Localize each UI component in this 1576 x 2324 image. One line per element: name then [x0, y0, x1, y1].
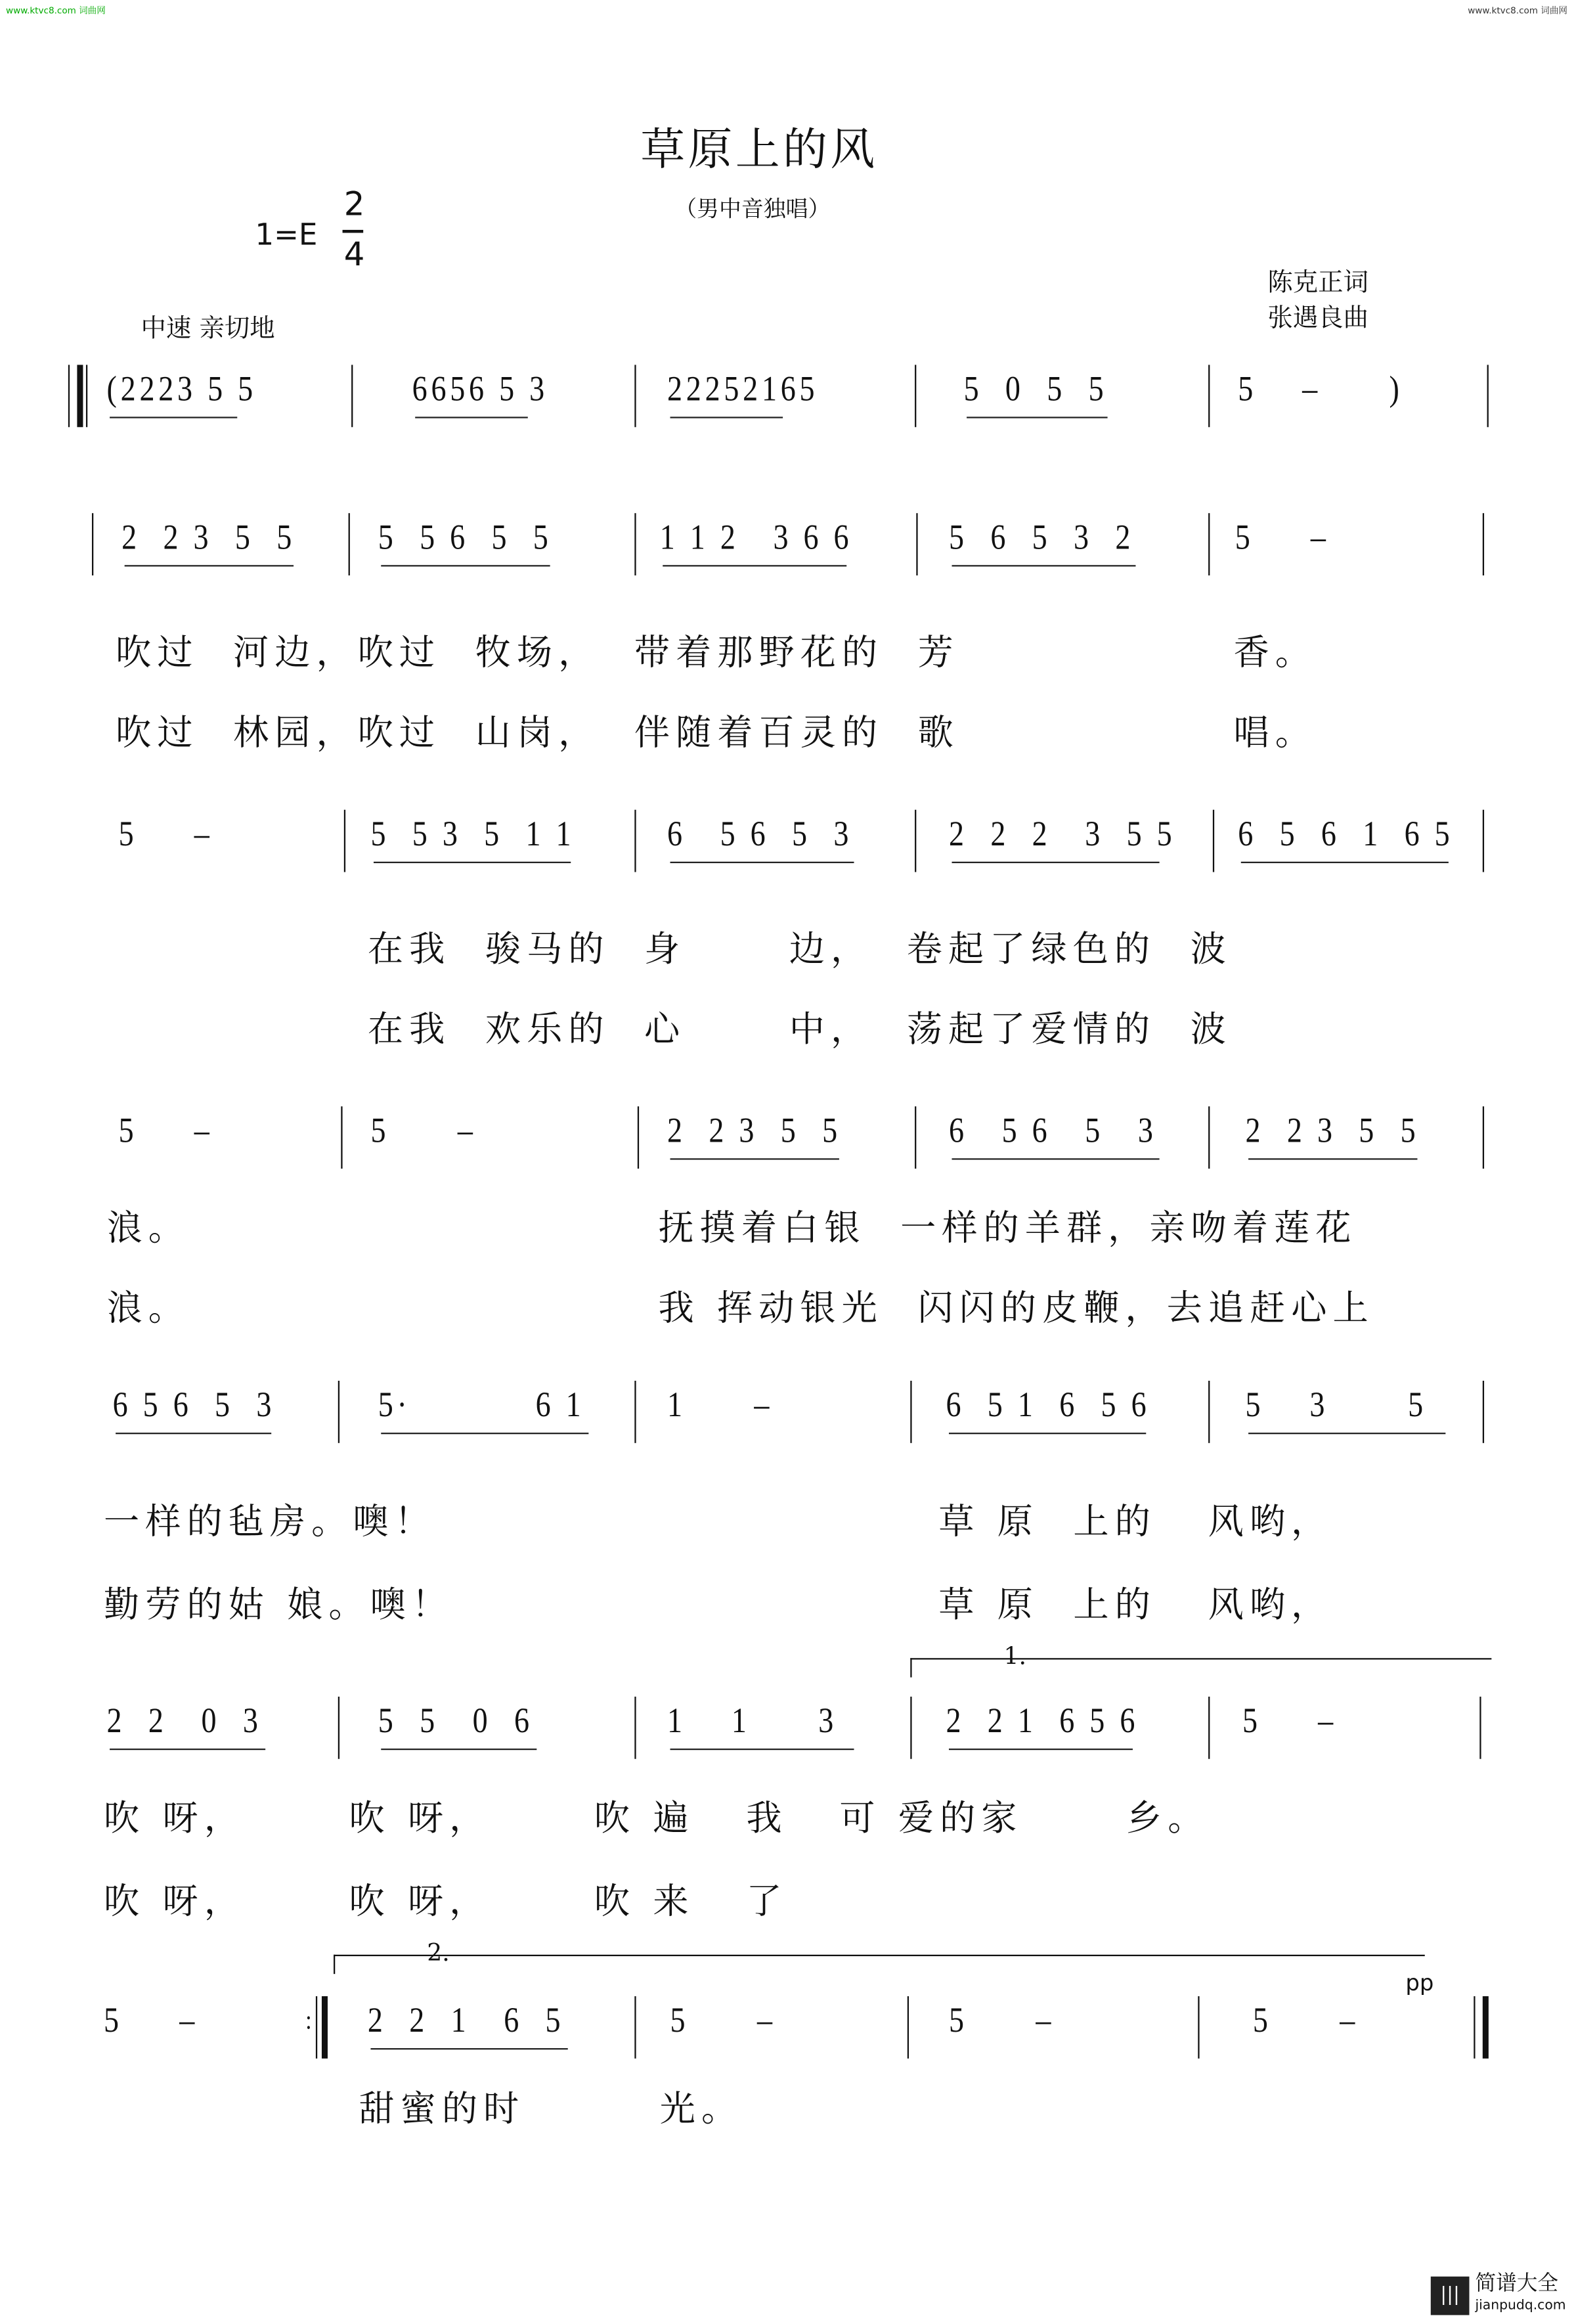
barline	[1208, 1697, 1210, 1759]
beam-underline	[670, 1158, 839, 1160]
measure-notes: 5 –	[104, 2002, 198, 2041]
measure-notes: 5 5 0 6	[378, 1702, 533, 1741]
beam-underline	[670, 862, 854, 864]
barline	[344, 810, 346, 872]
measure-notes: 6 5 6 5 3	[948, 1112, 1157, 1151]
beam-underline	[670, 416, 783, 418]
dynamic-marking: pp	[1405, 1969, 1434, 1996]
beam-underline	[1248, 1158, 1417, 1160]
barline	[915, 1106, 917, 1169]
barline	[634, 810, 636, 872]
beam-underline	[415, 416, 528, 418]
barline	[92, 513, 94, 575]
barline	[1208, 513, 1210, 575]
beam-underline	[952, 862, 1160, 864]
measure-notes: 6656 5 3	[412, 370, 548, 410]
measure-notes: 6 5 1 6 5 6	[946, 1387, 1150, 1425]
barline	[634, 1381, 636, 1443]
measure-notes: (2223 5 5	[106, 370, 257, 410]
lyric-verse-1: 草 原 上的 风哟，	[938, 1500, 1333, 1543]
beam-underline	[1241, 862, 1449, 864]
beam-underline	[663, 565, 846, 567]
barline	[915, 810, 917, 872]
barline	[1483, 1106, 1485, 1169]
key-signature: 1=E	[255, 216, 318, 252]
measure-notes: 6 5 6 5 3	[112, 1387, 276, 1425]
barline	[1208, 1106, 1210, 1169]
barline	[341, 1106, 343, 1169]
measure-notes: 5 6 5 3 2	[948, 519, 1135, 558]
beam-underline	[370, 2048, 567, 2050]
measure-notes: 5 3 5	[1245, 1387, 1427, 1425]
measure-notes: 5 – )	[1238, 370, 1403, 410]
barline-thin	[1474, 1996, 1476, 2059]
repeat-thick	[322, 1996, 328, 2059]
beam-underline	[949, 1433, 1146, 1435]
beam-underline	[381, 1433, 588, 1435]
measure-notes: 22252165	[667, 370, 819, 410]
volta-number: 1.	[1003, 1642, 1026, 1670]
barline-thin	[86, 365, 88, 427]
beam-underline	[374, 862, 571, 864]
barline	[1208, 365, 1210, 427]
barline	[634, 1697, 636, 1759]
repeat-dots: :	[305, 2005, 316, 2035]
song-title: 草原上的风	[640, 124, 878, 177]
measure-notes: 5· 6 1	[378, 1387, 585, 1425]
measure-notes: 2 2 0 3	[106, 1702, 262, 1741]
logo-name: 简谱大全	[1475, 2271, 1558, 2296]
time-signature-top: 2	[343, 187, 365, 224]
lyric-verse-1: 香。	[1233, 631, 1317, 674]
barline	[1198, 1996, 1200, 2059]
measure-notes: 5 –	[1252, 2002, 1359, 2041]
barline	[1483, 1381, 1485, 1443]
beam-underline	[110, 1749, 265, 1751]
measure-notes: 5 –	[1242, 1702, 1337, 1741]
beam-underline	[110, 416, 236, 418]
piano-keys-icon: |||	[1431, 2277, 1470, 2315]
lyric-verse-2: 唱。	[1233, 711, 1317, 753]
lyric-verse-1: 吹 呀， 吹 呀， 吹 遍 我 可 爱的家 乡。	[104, 1797, 1210, 1839]
beam-underline	[116, 1433, 271, 1435]
barline	[638, 1106, 640, 1169]
watermark-top-right: www.ktvc8.com 词曲网	[1468, 6, 1567, 16]
measure-notes: 2 2 3 5 5	[1245, 1112, 1420, 1151]
lyric-verse-2: 在我 欢乐的 心 中， 荡起了爱情的 波	[367, 1008, 1232, 1050]
barline	[1479, 1697, 1481, 1759]
lyric-verse-2: 我 挥动银光 闪闪的皮鞭，去追赶心上	[658, 1287, 1374, 1329]
beam-underline	[125, 565, 294, 567]
lyric-verse-1: 在我 骏马的 身 边， 卷起了绿色的 波	[367, 928, 1232, 970]
song-subtitle: （男中音独唱）	[674, 196, 831, 223]
barline	[634, 513, 636, 575]
final-barline	[77, 365, 83, 427]
measure-notes: 6 5 6 1 6 5	[1238, 815, 1454, 855]
lyric-verse-2: 勤劳的姑 娘。噢！	[104, 1584, 454, 1626]
beam-underline	[952, 1158, 1160, 1160]
volta-number: 2.	[427, 1938, 450, 1967]
beam-underline	[967, 416, 1107, 418]
logo-site: jianpudq.com	[1475, 2298, 1566, 2314]
lyric-verse-2: 浪。	[106, 1287, 190, 1329]
lyric-verse-2: 吹 呀， 吹 呀， 吹 来 了	[104, 1880, 788, 1923]
lyricist: 陈克正词	[1267, 268, 1368, 298]
barline	[916, 513, 918, 575]
barline	[910, 1697, 912, 1759]
lyric-verse-2: 吹过 林园，吹过 山岗， 伴随着百灵的 歌	[116, 711, 959, 753]
measure-notes: 5 –	[118, 815, 213, 855]
measure-notes: 6 5 6 5 3	[667, 815, 853, 855]
barline	[915, 365, 917, 427]
measure-notes: 5 –	[370, 1112, 477, 1151]
lyric-verse-2: 草 原 上的 风哟，	[938, 1584, 1333, 1626]
repeat-end-barline	[316, 1996, 318, 2059]
barline	[351, 365, 353, 427]
lyric-verse-1: 吹过 河边，吹过 牧场， 带着那野花的 芳	[116, 631, 959, 674]
measure-notes: 1 1 2 3 6 6	[659, 519, 853, 558]
lyric-verse-1: 浪。	[106, 1207, 190, 1249]
final-barline	[1483, 1996, 1489, 2059]
measure-notes: 2 2 1 6 5 6	[946, 1702, 1139, 1741]
measure-notes: 5 5 3 5 1 1	[370, 815, 575, 855]
barline	[634, 365, 636, 427]
barline	[910, 1381, 912, 1443]
measure-notes: 5 0 5 5	[963, 370, 1108, 410]
site-logo	[1431, 2273, 1566, 2318]
beam-underline	[381, 565, 550, 567]
time-signature-bottom: 4	[343, 237, 365, 275]
tempo-marking: 中速 亲切地	[141, 314, 275, 344]
barline-thin	[68, 365, 70, 427]
measure-notes: 2 2 1 6 5	[367, 2002, 565, 2041]
measure-notes: 5 –	[118, 1112, 213, 1151]
barline	[349, 513, 351, 575]
volta-bracket	[334, 1938, 1425, 1974]
barline	[1208, 1381, 1210, 1443]
barline	[1483, 513, 1485, 575]
measure-notes: 2 2 3 5 5	[121, 519, 296, 558]
watermark-top-left: www.ktvc8.com 词曲网	[6, 6, 106, 16]
time-signature-line	[343, 230, 364, 233]
beam-underline	[949, 1749, 1132, 1751]
lyric-verse-1: 甜蜜的时	[359, 2088, 525, 2130]
barline	[338, 1381, 340, 1443]
measure-notes: 5 –	[670, 2002, 776, 2041]
volta-bracket	[910, 1642, 1491, 1677]
beam-underline	[952, 565, 1135, 567]
lyric-verse-1: 抚摸着白银 一样的羊群，亲吻着莲花	[658, 1207, 1357, 1249]
barline	[1483, 810, 1485, 872]
beam-underline	[381, 1749, 536, 1751]
lyric-verse-1: 一样的毡房。噢！	[104, 1500, 436, 1543]
measure-notes: 1 –	[667, 1387, 774, 1425]
barline	[908, 1996, 909, 2059]
measure-notes: 5 5 6 5 5	[378, 519, 552, 558]
measure-notes: 2 2 3 5 5	[667, 1112, 841, 1151]
beam-underline	[670, 1749, 854, 1751]
measure-notes: 5 –	[1235, 519, 1330, 558]
barline	[634, 1996, 636, 2059]
measure-notes: 1 1 3	[667, 1702, 838, 1741]
measure-notes: 2 2 2 3 5 5	[948, 815, 1176, 855]
barline	[1487, 365, 1489, 427]
measure-notes: 5 –	[948, 2002, 1055, 2041]
barline	[1213, 810, 1215, 872]
beam-underline	[1248, 1433, 1445, 1435]
composer: 张遇良曲	[1267, 303, 1368, 334]
barline	[338, 1697, 340, 1759]
lyric-verse-1: 光。	[659, 2088, 743, 2130]
